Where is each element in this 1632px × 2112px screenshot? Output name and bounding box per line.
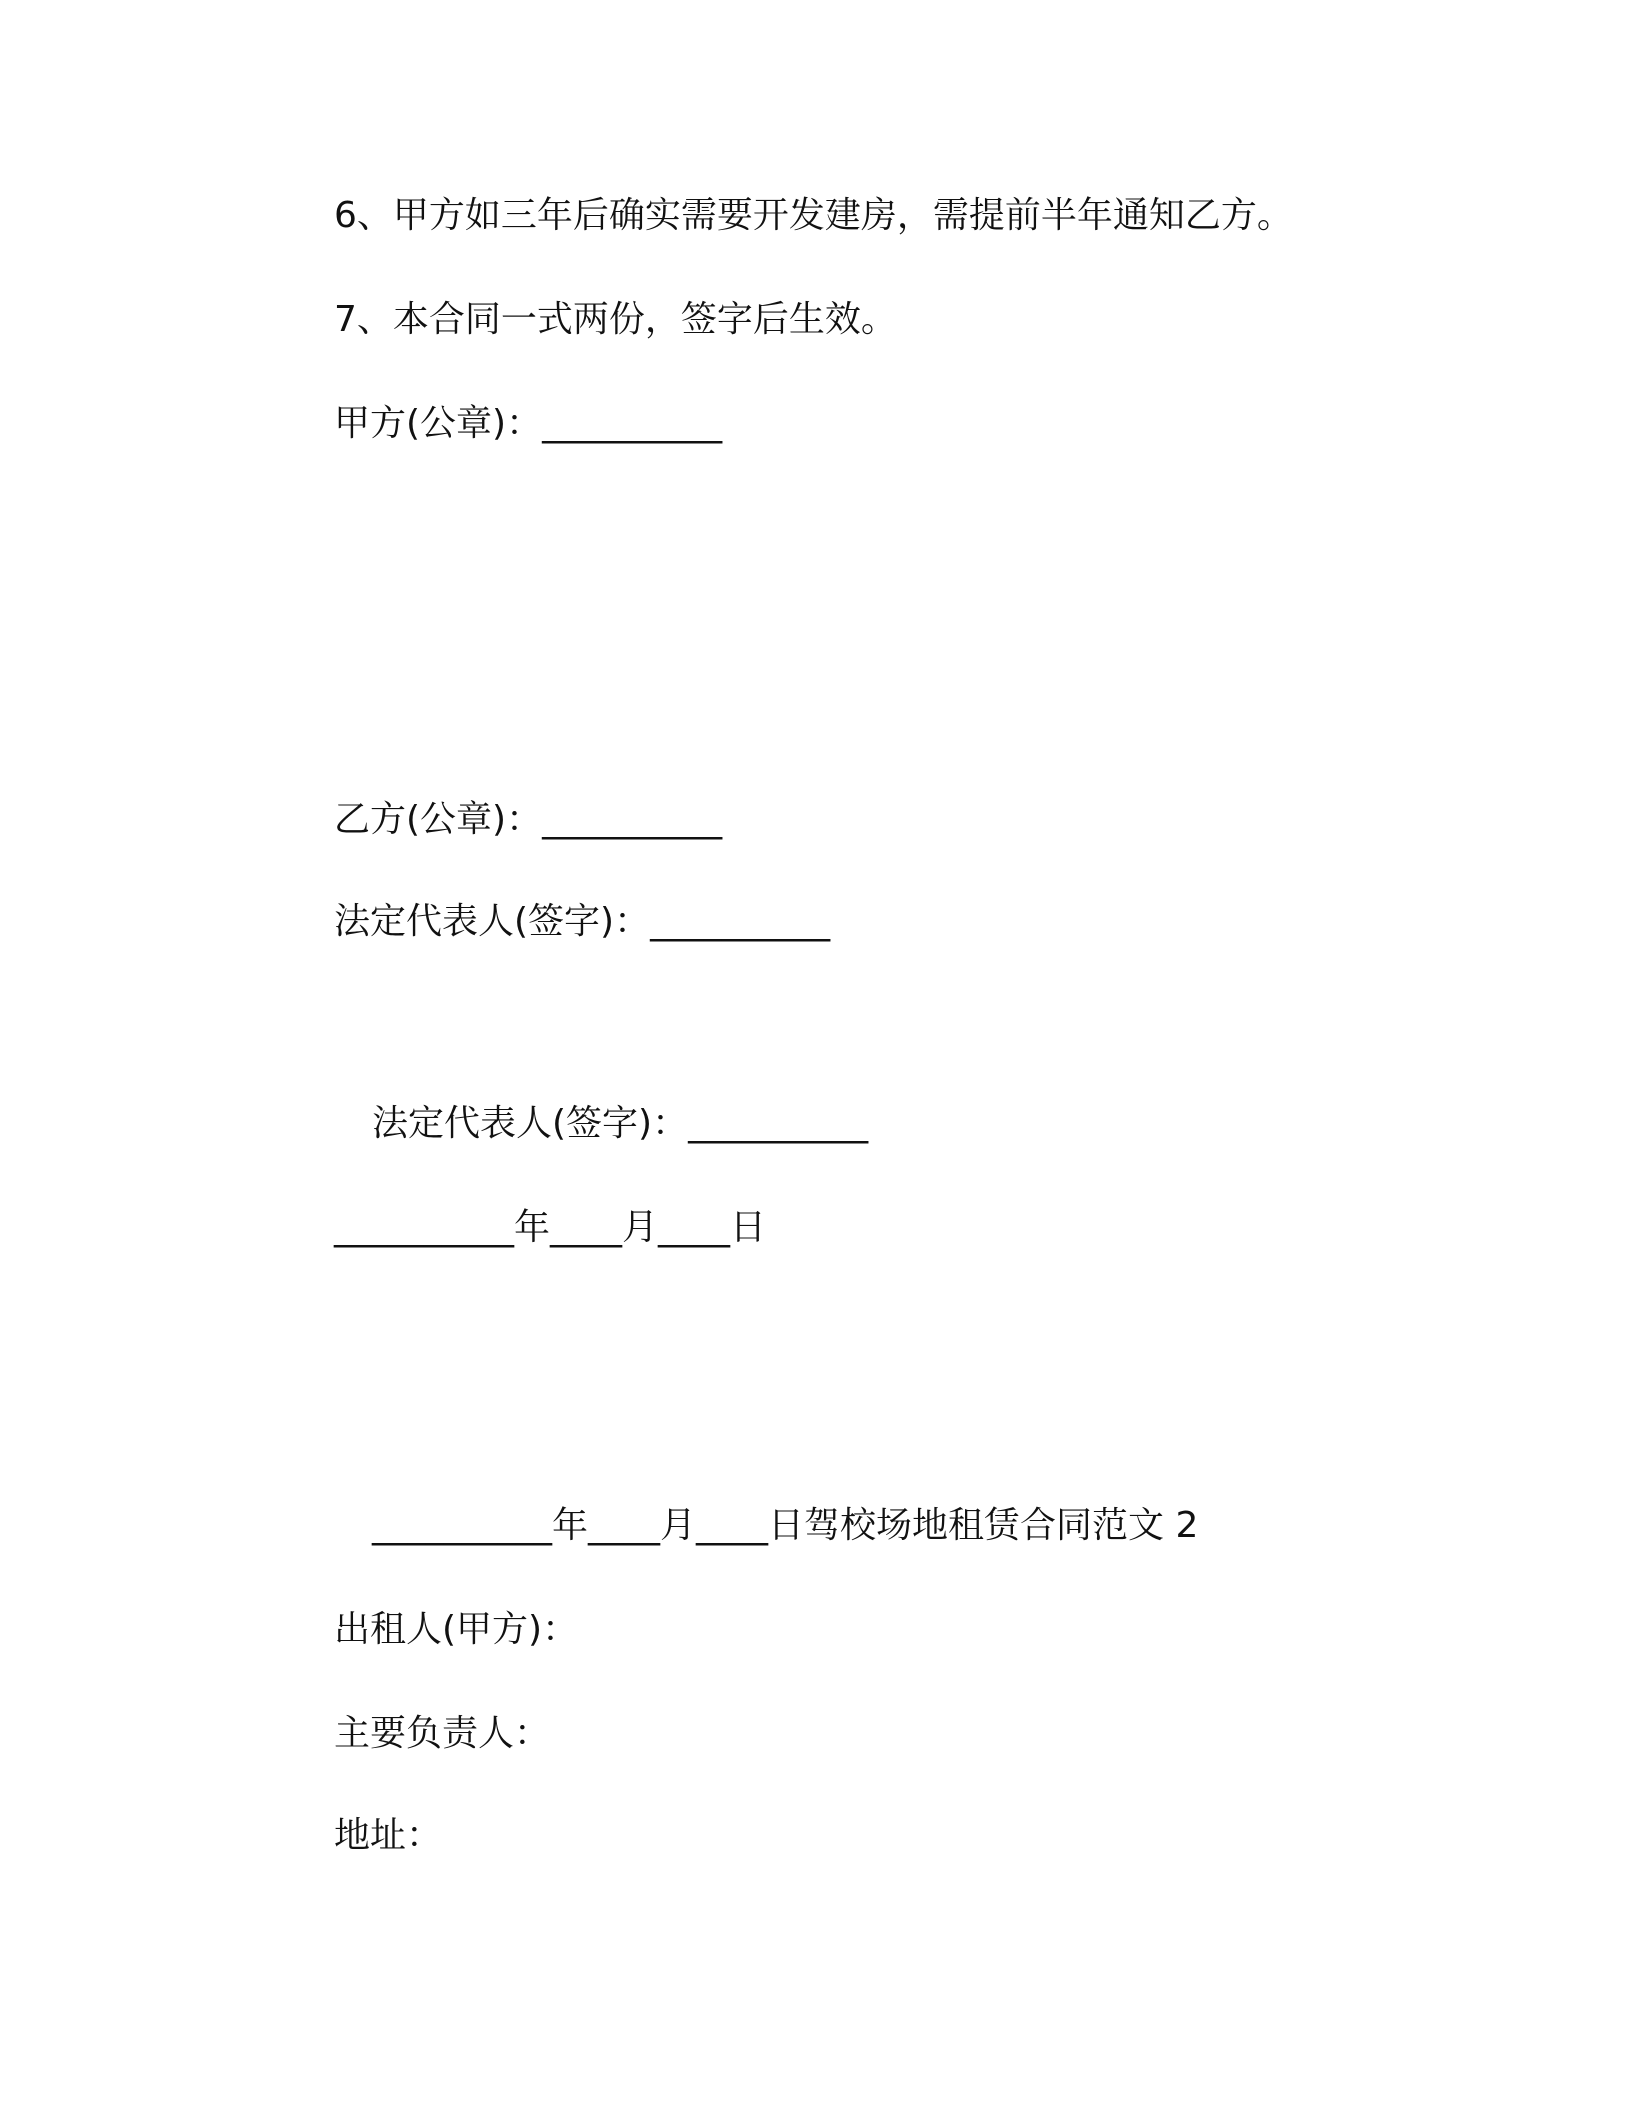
principal-person-label: 主要负责人：	[334, 1713, 551, 1754]
party-b-seal-line: 乙方(公章)：__________	[334, 799, 723, 840]
clause-6: 6、甲方如三年后确实需要开发建房，需提前半年通知乙方。	[334, 195, 1293, 236]
date-line: __________年____月____日	[334, 1207, 766, 1248]
lessor-party-a-label: 出租人(甲方)：	[334, 1609, 579, 1650]
address-label: 地址：	[334, 1815, 443, 1856]
date-and-contract-title-line: __________年____月____日驾校场地租赁合同范文 2	[372, 1505, 1199, 1546]
legal-representative-signature-line-indented: 法定代表人(签字)：__________	[372, 1103, 869, 1144]
legal-representative-signature-line: 法定代表人(签字)：__________	[334, 901, 831, 942]
clause-7: 7、本合同一式两份，签字后生效。	[334, 299, 897, 340]
party-a-seal-line: 甲方(公章)：__________	[334, 403, 723, 444]
